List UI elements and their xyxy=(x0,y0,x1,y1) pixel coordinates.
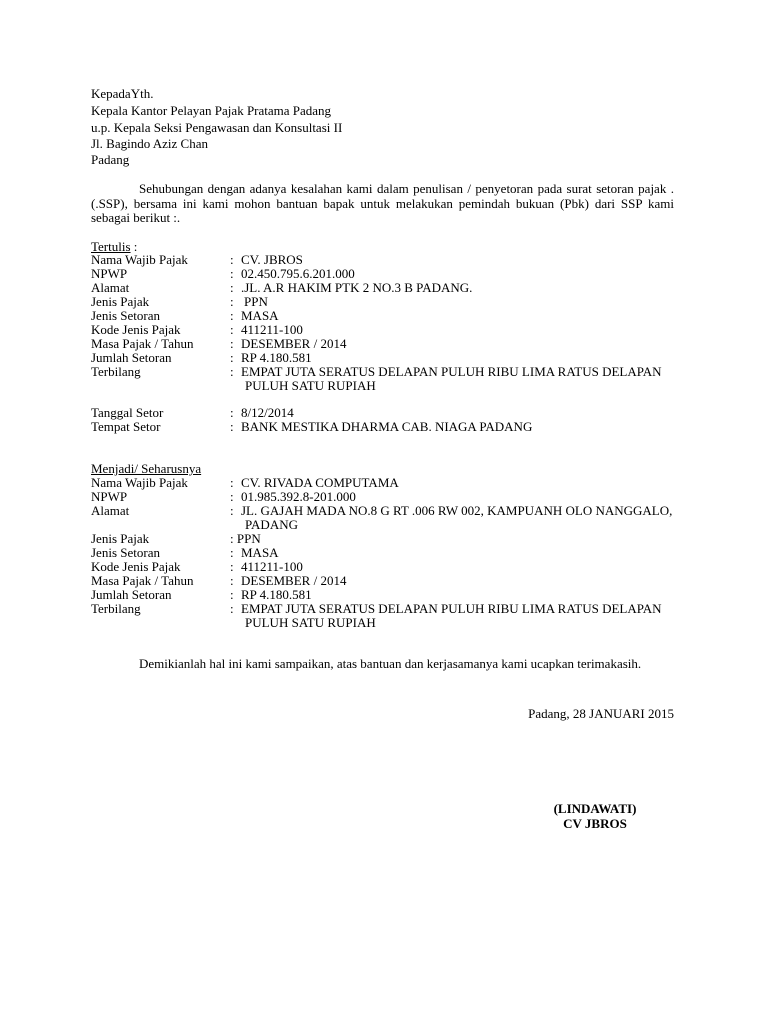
field-label: Masa Pajak / Tahun xyxy=(91,336,194,351)
address-line-3: u.p. Kepala Seksi Pengawasan dan Konsultasi II xyxy=(91,120,343,135)
field-value: 8/12/2014 xyxy=(241,405,294,420)
address-line-5: Padang xyxy=(91,152,130,167)
terbilang-continuation: PULUH SATU RUPIAH xyxy=(245,615,376,630)
field-colon: : xyxy=(230,266,234,281)
field-value: JL. GAJAH MADA NO.8 G RT .006 RW 002, KAMPUANH OLO NANGGALO, xyxy=(241,503,673,518)
field-value: EMPAT JUTA SERATUS DELAPAN PULUH RIBU LIMA RATUS DELAPAN xyxy=(241,601,662,616)
menjadi-heading: Menjadi/ Seharusnya xyxy=(91,461,202,476)
field-colon: : xyxy=(230,252,234,267)
terbilang-continuation: PULUH SATU RUPIAH xyxy=(245,378,376,393)
field-label: Kode Jenis Pajak xyxy=(91,322,181,337)
field-label: Nama Wajib Pajak xyxy=(91,252,188,267)
field-colon: : xyxy=(230,587,234,602)
field-value: MASA xyxy=(241,308,279,323)
field-colon: : xyxy=(230,489,234,504)
field-label: NPWP xyxy=(91,266,128,281)
field-colon: : xyxy=(230,559,234,574)
field-value: 02.450.795.6.201.000 xyxy=(241,266,355,281)
field-colon: : xyxy=(230,545,234,560)
field-label: NPWP xyxy=(91,489,128,504)
field-label: Terbilang xyxy=(91,364,141,379)
field-value: DESEMBER / 2014 xyxy=(241,336,347,351)
field-colon: : xyxy=(230,405,234,420)
tertulis-heading-suffix: : xyxy=(130,239,138,254)
field-colon: : xyxy=(230,573,234,588)
field-value: 411211-100 xyxy=(241,322,303,337)
field-colon: : xyxy=(230,308,234,323)
field-colon: : xyxy=(230,364,234,379)
field-colon: : xyxy=(230,322,234,337)
field-label: Jenis Setoran xyxy=(91,308,160,323)
address-line-1: KepadaYth. xyxy=(91,86,154,101)
field-label: Tanggal Setor xyxy=(91,405,164,420)
field-value: CV. JBROS xyxy=(241,252,303,267)
field-value: BANK MESTIKA DHARMA CAB. NIAGA PADANG xyxy=(241,419,533,434)
field-value: 411211-100 xyxy=(241,559,303,574)
field-colon: : xyxy=(230,601,234,616)
field-value: CV. RIVADA COMPUTAMA xyxy=(241,475,399,490)
signature-block xyxy=(520,801,670,831)
field-value: PPN xyxy=(244,294,268,309)
field-colon: : xyxy=(230,294,234,309)
field-colon: : xyxy=(230,350,234,365)
field-value: : PPN xyxy=(230,531,261,546)
field-colon: : xyxy=(230,503,234,518)
field-label: Kode Jenis Pajak xyxy=(91,559,181,574)
field-value: DESEMBER / 2014 xyxy=(241,573,347,588)
field-label: Tempat Setor xyxy=(91,419,161,434)
signatory-name: (LINDAWATI) xyxy=(553,801,637,816)
field-label: Jenis Pajak xyxy=(91,531,150,546)
field-label: Alamat xyxy=(91,280,130,295)
tertulis-heading-text: Tertulis xyxy=(91,239,131,254)
field-label: Jumlah Setoran xyxy=(91,350,172,365)
intro-paragraph: Sehubungan dengan adanya kesalahan kami dalam penulisan / penyetoran pada surat setoran pajak .(.SSP), bersama ini kami mohon bantuan bapak untuk melakukan pemindah bukuan (Pbk) dari SSP kami sebagai berikut :. xyxy=(91,181,674,225)
field-value: RP 4.180.581 xyxy=(241,350,312,365)
field-colon: : xyxy=(230,336,234,351)
closing-paragraph: Demikianlah hal ini kami sampaikan, atas bantuan dan kerjasamanya kami ucapkan terimakasih. xyxy=(139,656,642,671)
field-value: MASA xyxy=(241,545,279,560)
field-colon: : xyxy=(230,475,234,490)
field-label: Alamat xyxy=(91,503,130,518)
field-value: RP 4.180.581 xyxy=(241,587,312,602)
address-line-2: Kepala Kantor Pelayan Pajak Pratama Padang xyxy=(91,103,332,118)
field-label: Nama Wajib Pajak xyxy=(91,475,188,490)
field-value: 01.985.392.8-201.000 xyxy=(241,489,356,504)
signatory-company: CV JBROS xyxy=(563,816,627,831)
address-line-4: Jl. Bagindo Aziz Chan xyxy=(91,136,208,151)
field-value: .JL. A.R HAKIM PTK 2 NO.3 B PADANG. xyxy=(241,280,473,295)
field-colon: : xyxy=(230,419,234,434)
field-label: Jenis Pajak xyxy=(91,294,150,309)
field-label: Jenis Setoran xyxy=(91,545,160,560)
field-label: Masa Pajak / Tahun xyxy=(91,573,194,588)
field-label: Jumlah Setoran xyxy=(91,587,172,602)
field-colon: : xyxy=(230,280,234,295)
field-value: EMPAT JUTA SERATUS DELAPAN PULUH RIBU LIMA RATUS DELAPAN xyxy=(241,364,662,379)
field-label: Terbilang xyxy=(91,601,141,616)
alamat-continuation: PADANG xyxy=(245,517,298,532)
letter-date: Padang, 28 JANUARI 2015 xyxy=(528,706,674,721)
